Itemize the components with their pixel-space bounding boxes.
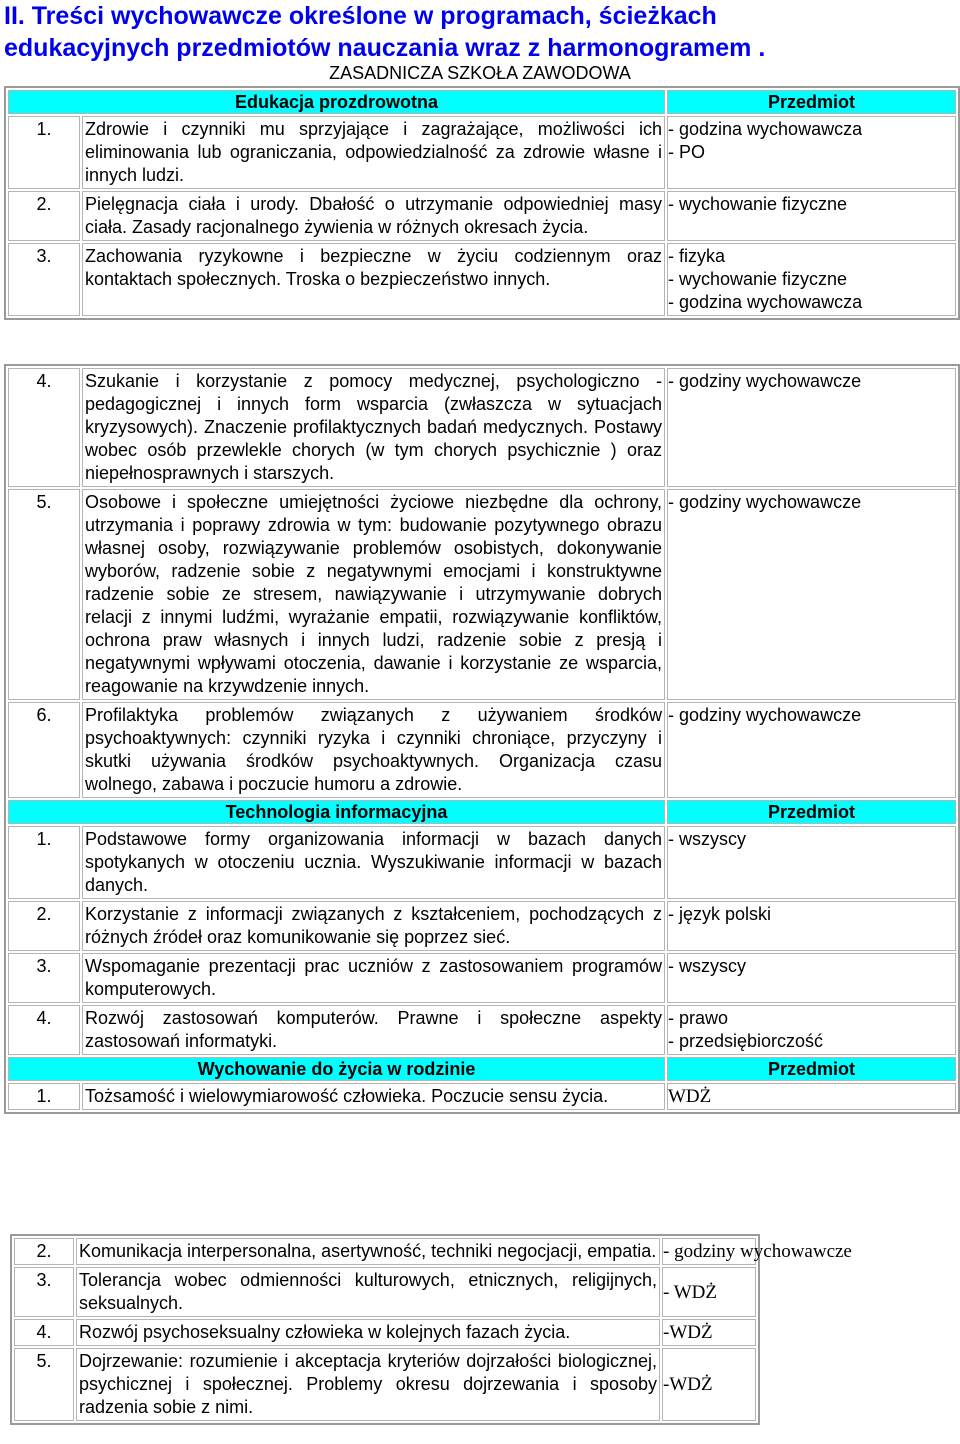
table-row [8,901,956,951]
row-number: 2. [14,1238,74,1265]
subject-item: - wychowanie fizyczne [668,194,848,214]
table-row [8,368,956,487]
row-number: 5. [8,489,80,700]
row-number: 2. [8,191,80,241]
row-subjects [667,901,956,951]
row-subjects [662,1319,756,1346]
subject-header: Przedmiot [667,800,956,824]
title-line-1: II. Treści wychowawcze określone w programach, ścieżkach [4,2,717,30]
section-header: Edukacja prozdrowotna [8,90,665,114]
table-row [8,702,956,798]
row-content: Rozwój psychoseksualny człowieka w kolejnych fazach życia. [76,1319,660,1346]
subject-header: Przedmiot [667,1057,956,1081]
row-number: 1. [8,826,80,899]
section-header-row [8,800,956,824]
row-subjects [662,1238,852,1265]
row-content: Rozwój zastosowań komputerów. Prawne i społeczne aspekty zastosowań informatyki. [82,1005,665,1055]
row-number: 2. [8,901,80,951]
table-row [8,191,956,241]
subject-item: - godziny wychowawcze [663,1241,852,1262]
row-subjects [662,1267,756,1317]
row-number: 3. [8,953,80,1003]
table-row [14,1238,756,1265]
subject-item: - godziny wychowawcze [668,371,862,391]
subject-item: - prawo [668,1008,729,1028]
row-number: 5. [14,1348,74,1421]
table-row [8,116,956,189]
subject-item: - wszyscy [668,956,746,976]
row-content: Profilaktyka problemów związanych z używaniem środków psychoaktywnych: czynniki ryzyka i czynniki chroniące, przyczyny i skutki używania środków psychoaktywnych. Organizacja czasu wolnego, zabawa i poczucie humoru a zdrowie. [82,702,665,798]
table-row [14,1319,756,1346]
subject-item: - wszyscy [668,829,746,849]
row-content: Korzystanie z informacji związanych z kształceniem, pochodzących z różnych źródeł oraz komunikowanie się poprzez sieć. [82,901,665,951]
subject-item: WDŻ [668,1086,712,1107]
section-header: Technologia informacyjna [8,800,665,824]
row-content: Tolerancja wobec odmienności kulturowych, etnicznych, religijnych, seksualnych. [76,1267,660,1317]
row-content: Zachowania ryzykowne i bezpieczne w życiu codziennym oraz kontaktach społecznych. Troska o bezpieczeństwo innych. [82,243,665,316]
document-title [4,0,954,64]
subject-item: - godzina wychowawcza [668,292,863,312]
row-subjects [667,1005,956,1055]
row-number: 4. [8,1005,80,1055]
subject-item: -WDŻ [663,1374,713,1395]
title-line-2: edukacyjnych przedmiotów nauczania wraz z harmonogramem . [4,34,766,62]
row-subjects [667,191,956,241]
row-content: Tożsamość i wielowymiarowość człowieka. Poczucie sensu życia. [82,1083,665,1110]
row-content: Wspomaganie prezentacji prac uczniów z zastosowaniem programów komputerowych. [82,953,665,1003]
school-type-heading: ZASADNICZA SZKOŁA ZAWODOWA [329,63,631,83]
subject-item: - fizyka [668,246,726,266]
row-subjects [667,1083,956,1110]
row-content: Zdrowie i czynniki mu sprzyjające i zagrażające, możliwości ich eliminowania lub ograniczania, odpowiedzialność za zdrowie własne i innych ludzi. [82,116,665,189]
row-number: 6. [8,702,80,798]
row-subjects [667,953,956,1003]
education-content-table [4,364,960,1114]
row-content: Dojrzewanie: rozumienie i akceptacja kryteriów dojrzałości biologicznej, psychicznej i społecznej. Problemy okresu dojrzewania i sposoby radzenia sobie z nimi. [76,1348,660,1421]
row-subjects [667,489,956,700]
row-subjects [667,826,956,899]
subject-item: - godzina wychowawcza [668,119,863,139]
row-number: 3. [14,1267,74,1317]
health-education-table [4,86,960,320]
row-subjects [667,116,956,189]
row-content: Szukanie i korzystanie z pomocy medycznej, psychologiczno - pedagogicznej i innych form wsparcia (zwłaszcza w sytuacjach kryzysowych). Znaczenie profilaktycznych badań medycznych. Postawy wobec osób przewlekle chorych (w tym chorych psychicznie ) oraz niepełnosprawnych i starszych. [82,368,665,487]
table-row [8,953,956,1003]
subject-item: - przedsiębiorczość [668,1031,824,1051]
table-row [14,1348,756,1421]
subject-item: - godziny wychowawcze [668,705,862,725]
row-subjects [667,368,956,487]
row-number: 4. [8,368,80,487]
table-row [8,826,956,899]
table-row [8,1005,956,1055]
row-subjects [662,1348,756,1421]
row-number: 3. [8,243,80,316]
table-row [8,243,956,316]
subject-header: Przedmiot [667,90,956,114]
section-header: Wychowanie do życia w rodzinie [8,1057,665,1081]
row-number: 4. [14,1319,74,1346]
row-subjects [667,243,956,316]
section-header-row [8,90,956,114]
subject-item: - WDŻ [663,1281,717,1303]
row-content: Podstawowe formy organizowania informacji w bazach danych spotykanych w otoczeniu ucznia. Wyszukiwanie informacji w bazach danych. [82,826,665,899]
row-content: Osobowe i społeczne umiejętności życiowe niezbędne dla ochrony, utrzymania i poprawy zdrowia w tym: budowanie pozytywnego obrazu własnej osoby, rozwiązywanie problemów osobistych, dokonywanie wyborów, radzenie sobie z negatywnymi emocjami i konstruktywne radzenie sobie ze stresem, nawiązywanie i utrzymywanie dobrych relacji z innymi ludźmi, wyrażanie empatii, rozwiązywanie konfliktów, ochrona praw własnych i innych ludzi, radzenie sobie z presją i negatywnymi wpływami otoczenia, dawanie i korzystanie ze wsparcia, reagowanie na krzywdzenie innych. [82,489,665,700]
subject-item: - PO [668,142,706,162]
table-row [8,1083,956,1110]
row-number: 1. [8,1083,80,1110]
section-header-row [8,1057,956,1081]
table-row [8,489,956,700]
row-content: Pielęgnacja ciała i urody. Dbałość o utrzymanie odpowiedniej masy ciała. Zasady racjonalnego żywienia w różnych okresach życia. [82,191,665,241]
family-life-table [10,1234,852,1425]
row-number: 1. [8,116,80,189]
subject-item: - wychowanie fizyczne [668,269,848,289]
row-content: Komunikacja interpersonalna, asertywność, techniki negocjacji, empatia. [76,1238,660,1265]
subject-item: -WDŻ [663,1322,713,1343]
table-row [14,1267,756,1317]
subject-item: - język polski [668,904,772,924]
row-subjects [667,702,956,798]
subject-item: - godziny wychowawcze [668,492,862,512]
